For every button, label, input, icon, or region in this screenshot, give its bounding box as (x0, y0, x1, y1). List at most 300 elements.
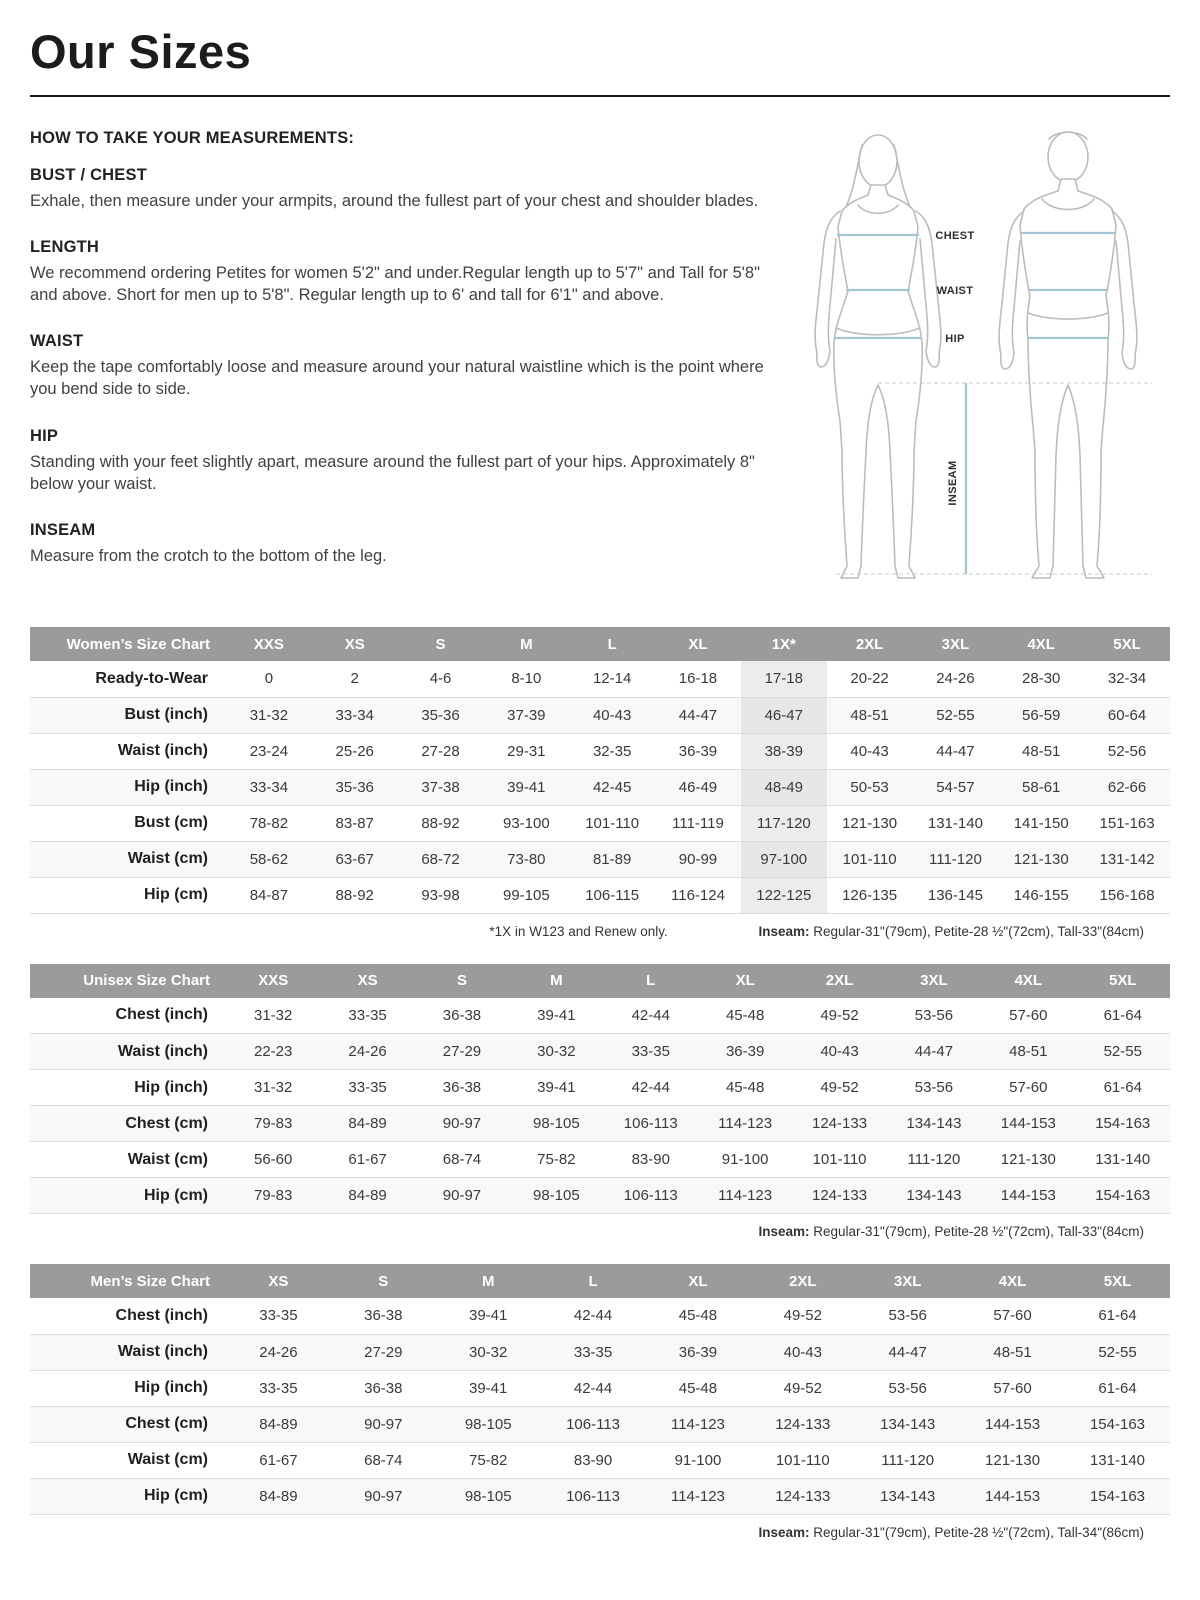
size-cell: 28-30 (1022, 670, 1061, 688)
section-bust-chest (30, 166, 766, 212)
size-cell: 114-123 (670, 1415, 725, 1433)
size-cell: 49-52 (783, 1307, 822, 1325)
size-cell: 36-39 (725, 1043, 765, 1060)
womens-footnotes (30, 924, 1170, 944)
size-cell: 42-45 (592, 778, 632, 796)
size-cell: 33-35 (631, 1043, 670, 1060)
size-cell: 101-110 (585, 814, 640, 832)
size-cell: 83-90 (573, 1451, 613, 1469)
size-cell: 31-32 (249, 706, 289, 724)
unisex-footnotes (30, 1224, 1170, 1244)
size-column-header: 4XL (998, 627, 1084, 661)
instructions-heading: HOW TO TAKE YOUR MEASUREMENTS: (30, 129, 355, 147)
size-cell: 42-44 (631, 1079, 670, 1096)
size-cell: 84-89 (259, 1487, 298, 1505)
row-label: Waist (inch) (117, 1042, 208, 1060)
size-cell: 62-66 (1107, 778, 1147, 796)
section-title: INSEAM (30, 520, 96, 539)
size-cell: 46-49 (678, 778, 718, 796)
size-cell: 49-52 (820, 1079, 859, 1096)
size-cell: 48-51 (993, 1343, 1032, 1361)
inseam-footnote-label: Inseam: (758, 1524, 810, 1540)
size-cell: 42-44 (631, 1006, 670, 1024)
size-cell: 56-60 (254, 1151, 293, 1168)
size-column-header: M (509, 964, 603, 998)
size-cell: 91-100 (721, 1151, 769, 1168)
section-hip (30, 427, 766, 495)
womens-size-chart (30, 627, 1170, 914)
size-column-header: 2XL (827, 627, 913, 661)
size-cell: 52-56 (1107, 742, 1147, 760)
table-row (30, 1370, 1170, 1406)
size-cell: 36-38 (442, 1079, 482, 1096)
size-cell: 23-24 (249, 742, 289, 760)
size-cell: 58-62 (249, 850, 289, 868)
size-column-header: XS (226, 1264, 331, 1298)
measurement-diagram (778, 121, 1170, 599)
table-header-row (30, 1264, 1170, 1298)
row-label: Bust (inch) (124, 706, 208, 723)
size-cell: 131-140 (1095, 1151, 1151, 1168)
size-column-header: L (604, 964, 698, 998)
size-cell: 146-155 (1013, 886, 1069, 904)
size-cell: 48-51 (1009, 1043, 1048, 1060)
size-cell: 73-80 (507, 850, 546, 868)
size-cell: 58-61 (1022, 778, 1061, 796)
size-column-header: XXS (226, 627, 312, 661)
size-cell: 61-67 (259, 1451, 298, 1469)
size-table (30, 1264, 1170, 1515)
table-row (30, 1478, 1170, 1514)
size-cell: 68-74 (364, 1451, 403, 1469)
table-row (30, 1106, 1170, 1142)
size-cell: 78-82 (249, 814, 289, 832)
section-title: BUST / CHEST (30, 166, 147, 184)
size-column-header: S (398, 627, 484, 661)
size-cell: 88-92 (335, 886, 374, 904)
size-column-header: 3XL (913, 627, 999, 661)
size-cell: 114-123 (718, 1115, 773, 1132)
size-cell: 29-31 (507, 742, 546, 760)
row-label: Waist (cm) (127, 850, 208, 867)
size-cell: 2 (350, 670, 359, 688)
male-figure (999, 132, 1137, 578)
size-cell: 131-142 (1099, 850, 1155, 868)
size-column-header: 2XL (792, 964, 886, 998)
size-cell: 131-140 (927, 814, 983, 832)
female-figure (815, 135, 941, 578)
row-label: Chest (inch) (115, 1006, 208, 1024)
size-cell: 12-14 (592, 670, 632, 688)
size-cell: 37-38 (421, 778, 460, 796)
row-label: Bust (cm) (134, 814, 208, 831)
size-cell: 68-72 (421, 850, 460, 868)
size-cell: 90-99 (678, 850, 718, 868)
unisex-size-chart-block (30, 964, 1170, 1245)
size-cell: 121-130 (842, 814, 898, 832)
size-cell: 144-153 (1000, 1115, 1056, 1132)
size-cell: 49-52 (783, 1379, 822, 1397)
size-cell: 49-52 (820, 1006, 859, 1024)
size-cell: 33-35 (348, 1006, 387, 1024)
size-cell: 84-89 (259, 1415, 298, 1433)
diagram-labels (935, 230, 974, 506)
size-charts (30, 627, 1170, 1545)
size-table (30, 627, 1170, 914)
size-cell: 61-64 (1098, 1379, 1137, 1397)
size-cell: 31-32 (254, 1079, 293, 1096)
measurement-instructions (30, 121, 778, 599)
size-cell: 106-113 (623, 1115, 678, 1132)
size-cell: 106-113 (566, 1415, 621, 1433)
size-column-header: XL (698, 964, 792, 998)
one-x-footnote: *1X in W123 and Renew only. (489, 923, 668, 939)
size-cell: 39-41 (507, 778, 546, 796)
size-cell: 111-120 (928, 850, 982, 868)
size-cell: 45-48 (725, 1079, 765, 1096)
size-cell: 134-143 (906, 1115, 962, 1132)
page-title: Our Sizes (30, 25, 252, 78)
size-cell: 24-26 (936, 670, 975, 688)
waist-label: WAIST (936, 285, 974, 297)
size-cell: 27-28 (421, 742, 460, 760)
size-cell: 24-26 (259, 1343, 298, 1361)
size-cell: 154-163 (1095, 1115, 1151, 1132)
row-label: Chest (cm) (125, 1415, 208, 1432)
size-cell: 111-119 (672, 814, 724, 832)
inseam-footnote-label: Inseam: (758, 923, 810, 939)
table-row (30, 1442, 1170, 1478)
size-column-header: M (436, 1264, 541, 1298)
size-cell: 90-97 (442, 1187, 482, 1204)
size-cell: 53-56 (888, 1379, 927, 1397)
size-cell: 124-133 (812, 1187, 868, 1204)
size-cell: 63-67 (335, 850, 374, 868)
size-cell: 97-100 (741, 841, 827, 877)
size-cell: 136-145 (927, 886, 983, 904)
size-cell: 83-87 (335, 814, 374, 832)
size-cell: 40-43 (850, 742, 889, 760)
size-cell: 48-51 (850, 706, 889, 724)
size-cell: 35-36 (335, 778, 374, 796)
size-cell: 36-38 (364, 1379, 403, 1397)
row-label: Chest (inch) (115, 1306, 208, 1324)
table-row (30, 1178, 1170, 1214)
measurement-diagram-wrap (778, 121, 1170, 599)
size-cell: 48-51 (1022, 742, 1061, 760)
size-cell: 68-74 (442, 1151, 482, 1168)
inseam-footnote-text: Regular-31"(79cm), Petite-28 ½"(72cm), Tall-33"(84cm) (809, 923, 1144, 939)
size-cell: 79-83 (254, 1115, 293, 1132)
size-cell: 48-49 (741, 769, 827, 805)
section-title: HIP (30, 426, 59, 445)
table-title: Men’s Size Chart (30, 1264, 226, 1298)
size-cell: 90-97 (442, 1115, 482, 1132)
size-cell: 57-60 (993, 1307, 1032, 1325)
size-cell: 124-133 (775, 1487, 831, 1505)
size-column-header: 4XL (981, 964, 1075, 998)
size-cell: 31-32 (254, 1006, 293, 1024)
size-cell: 117-120 (741, 805, 827, 841)
size-cell: 99-105 (502, 886, 550, 904)
unisex-inseam-footnote (758, 1224, 1144, 1239)
section-body: Exhale, then measure under your armpits, around the fullest part of your chest and shoulder blades. (30, 192, 759, 210)
size-cell: 36-38 (442, 1006, 482, 1024)
size-cell: 38-39 (741, 733, 827, 769)
size-cell: 24-26 (348, 1043, 387, 1060)
size-cell: 42-44 (573, 1379, 613, 1397)
size-cell: 124-133 (775, 1415, 831, 1433)
table-row (30, 841, 1170, 877)
row-label: Chest (cm) (125, 1114, 208, 1132)
size-cell: 39-41 (537, 1079, 576, 1096)
size-cell: 25-26 (335, 742, 374, 760)
size-cell: 81-89 (592, 850, 632, 868)
size-column-header: 1X* (741, 627, 827, 661)
size-cell: 131-140 (1089, 1451, 1146, 1469)
size-cell: 154-163 (1095, 1187, 1151, 1204)
size-column-header: XXS (226, 964, 320, 998)
row-label: Waist (cm) (127, 1150, 208, 1168)
size-cell: 27-29 (442, 1043, 482, 1060)
inseam-footnote-text: Regular-31"(79cm), Petite-28 ½"(72cm), Tall-34"(86cm) (809, 1524, 1144, 1540)
size-cell: 88-92 (421, 814, 460, 832)
table-row (30, 697, 1170, 733)
size-cell: 30-32 (469, 1343, 508, 1361)
size-cell: 53-56 (914, 1006, 954, 1024)
size-cell: 93-98 (421, 886, 460, 904)
size-cell: 106-113 (623, 1187, 678, 1204)
table-row (30, 998, 1170, 1034)
size-cell: 154-163 (1089, 1415, 1146, 1433)
size-cell: 75-82 (469, 1451, 508, 1469)
size-cell: 154-163 (1089, 1487, 1146, 1505)
size-column-header: XS (312, 627, 398, 661)
size-cell: 61-64 (1103, 1006, 1142, 1024)
size-cell: 98-105 (533, 1115, 580, 1132)
row-label: Hip (cm) (144, 1186, 208, 1204)
unisex-size-chart (30, 964, 1170, 1215)
size-cell: 144-153 (1000, 1187, 1056, 1204)
row-label: Ready-to-Wear (95, 669, 208, 687)
size-cell: 33-35 (348, 1079, 387, 1096)
size-cell: 122-125 (741, 877, 827, 913)
size-cell: 0 (264, 670, 274, 688)
size-column-header: S (331, 1264, 436, 1298)
size-cell: 106-115 (585, 886, 640, 904)
mens-size-chart-block (30, 1264, 1170, 1545)
size-cell: 90-97 (364, 1415, 403, 1433)
size-column-header: XS (320, 964, 414, 998)
row-label: Waist (cm) (127, 1451, 208, 1468)
size-cell: 61-64 (1103, 1079, 1142, 1096)
size-cell: 40-43 (592, 706, 632, 724)
row-label: Hip (inch) (134, 778, 208, 795)
size-column-header: 3XL (855, 1264, 960, 1298)
size-cell: 121-130 (985, 1451, 1041, 1469)
size-cell: 27-29 (364, 1343, 403, 1361)
inseam-label: INSEAM (947, 460, 959, 506)
size-cell: 53-56 (914, 1079, 954, 1096)
size-cell: 44-47 (888, 1343, 927, 1361)
size-cell: 114-123 (718, 1187, 773, 1204)
size-cell: 36-39 (678, 742, 718, 760)
table-row (30, 769, 1170, 805)
size-cell: 98-105 (464, 1487, 512, 1505)
size-cell: 79-83 (254, 1187, 293, 1204)
size-cell: 101-110 (842, 850, 897, 868)
row-label: Hip (cm) (144, 1487, 208, 1504)
section-length (30, 238, 766, 306)
size-cell: 61-67 (348, 1151, 387, 1168)
table-row (30, 1070, 1170, 1106)
table-row (30, 733, 1170, 769)
size-cell: 39-41 (537, 1006, 576, 1024)
womens-inseam-footnote (758, 924, 1144, 939)
size-cell: 37-39 (507, 706, 546, 724)
size-cell: 101-110 (775, 1451, 830, 1469)
table-header-row (30, 964, 1170, 998)
size-cell: 44-47 (914, 1043, 954, 1060)
size-cell: 56-59 (1022, 706, 1061, 724)
size-cell: 52-55 (936, 706, 975, 724)
size-cell: 144-153 (985, 1487, 1041, 1505)
size-cell: 35-36 (421, 706, 460, 724)
size-cell: 134-143 (880, 1415, 936, 1433)
size-cell: 42-44 (573, 1307, 613, 1325)
size-cell: 93-100 (502, 814, 550, 832)
size-column-header: 5XL (1065, 1264, 1170, 1298)
table-title: Unisex Size Chart (30, 964, 226, 998)
size-cell: 114-123 (670, 1487, 725, 1505)
size-cell: 121-130 (1013, 850, 1069, 868)
inseam-footnote-label: Inseam: (758, 1224, 810, 1239)
size-cell: 98-105 (464, 1415, 512, 1433)
size-cell: 33-34 (335, 706, 374, 724)
size-cell: 57-60 (1009, 1006, 1048, 1024)
table-title: Women’s Size Chart (30, 627, 226, 661)
size-table (30, 964, 1170, 1215)
mens-inseam-footnote (758, 1525, 1144, 1540)
size-cell: 61-64 (1098, 1307, 1137, 1325)
title-divider (30, 95, 1170, 97)
table-row (30, 1142, 1170, 1178)
mens-footnotes (30, 1525, 1170, 1545)
size-column-header: 4XL (960, 1264, 1065, 1298)
size-cell: 91-100 (674, 1451, 722, 1469)
section-body: We recommend ordering Petites for women 5'2" and under.Regular length up to 5'7" and Tall for 5'8" and above. Short for men up to 5'8". Regular length up to 6' and tall for 6'1" and above. (30, 264, 760, 305)
size-cell: 121-130 (1000, 1151, 1056, 1168)
size-cell: 57-60 (1009, 1079, 1048, 1096)
size-cell: 45-48 (678, 1379, 718, 1397)
size-cell: 98-105 (533, 1187, 580, 1204)
table-row (30, 661, 1170, 697)
inseam-footnote-text: Regular-31"(79cm), Petite-28 ½"(72cm), Tall-33"(84cm) (809, 1224, 1144, 1239)
table-row (30, 1298, 1170, 1334)
row-label: Waist (inch) (117, 1343, 208, 1360)
section-body: Measure from the crotch to the bottom of the leg. (30, 546, 387, 565)
size-cell: 134-143 (880, 1487, 936, 1505)
chest-label: CHEST (935, 230, 975, 242)
size-cell: 84-89 (348, 1115, 387, 1132)
size-column-header: 5XL (1084, 627, 1170, 661)
size-column-header: L (569, 627, 655, 661)
table-row (30, 1334, 1170, 1370)
table-row (30, 877, 1170, 913)
size-cell: 144-153 (985, 1415, 1041, 1433)
size-cell: 33-34 (249, 778, 289, 796)
size-cell: 90-97 (364, 1487, 403, 1505)
table-row (30, 1034, 1170, 1070)
section-body: Standing with your feet slightly apart, measure around the fullest part of your hips. Approximately 8" below your waist. (30, 452, 755, 493)
size-cell: 60-64 (1107, 706, 1147, 724)
size-cell: 101-110 (812, 1151, 867, 1168)
size-cell: 32-34 (1107, 670, 1147, 688)
size-cell: 134-143 (906, 1187, 962, 1204)
size-cell: 45-48 (725, 1006, 765, 1024)
table-header-row (30, 627, 1170, 661)
size-cell: 36-39 (678, 1343, 718, 1361)
size-cell: 83-90 (631, 1151, 670, 1168)
size-cell: 156-168 (1099, 886, 1155, 904)
size-cell: 40-43 (783, 1343, 822, 1361)
size-cell: 17-18 (741, 661, 827, 697)
size-cell: 39-41 (469, 1307, 508, 1325)
section-waist (30, 332, 766, 400)
table-row (30, 1406, 1170, 1442)
size-cell: 30-32 (537, 1043, 576, 1060)
size-cell: 111-120 (881, 1451, 935, 1469)
size-column-header: XL (646, 1264, 751, 1298)
size-column-header: S (415, 964, 509, 998)
size-cell: 16-18 (678, 670, 718, 688)
size-cell: 44-47 (678, 706, 718, 724)
size-cell: 36-38 (364, 1307, 403, 1325)
size-cell: 8-10 (511, 670, 542, 688)
size-cell: 53-56 (888, 1307, 927, 1325)
mens-size-chart (30, 1264, 1170, 1515)
size-cell: 33-35 (259, 1307, 298, 1325)
size-column-header: M (483, 627, 569, 661)
size-cell: 20-22 (850, 670, 889, 688)
row-label: Hip (cm) (144, 886, 208, 903)
womens-size-chart-block (30, 627, 1170, 944)
size-cell: 106-113 (566, 1487, 621, 1505)
row-label: Waist (inch) (117, 742, 208, 759)
measurement-instructions-row (30, 121, 1170, 599)
size-column-header: XL (655, 627, 741, 661)
size-cell: 4-6 (429, 670, 452, 688)
size-cell: 44-47 (936, 742, 975, 760)
size-cell: 52-55 (1098, 1343, 1137, 1361)
size-cell: 40-43 (820, 1043, 859, 1060)
size-cell: 57-60 (993, 1379, 1032, 1397)
size-column-header: L (541, 1264, 646, 1298)
size-column-header: 3XL (887, 964, 981, 998)
size-cell: 45-48 (678, 1307, 718, 1325)
size-column-header: 5XL (1076, 964, 1170, 998)
row-label: Hip (inch) (134, 1379, 208, 1396)
size-cell: 126-135 (842, 886, 898, 904)
size-cell: 32-35 (592, 742, 632, 760)
size-cell: 39-41 (469, 1379, 508, 1397)
size-cell: 33-35 (259, 1379, 298, 1397)
size-cell: 124-133 (812, 1115, 868, 1132)
size-cell: 141-150 (1013, 814, 1069, 832)
section-title: LENGTH (30, 238, 100, 257)
section-body: Keep the tape comfortably loose and measure around your natural waistline which is the point where you bend side to side. (30, 358, 764, 399)
size-cell: 50-53 (850, 778, 889, 796)
